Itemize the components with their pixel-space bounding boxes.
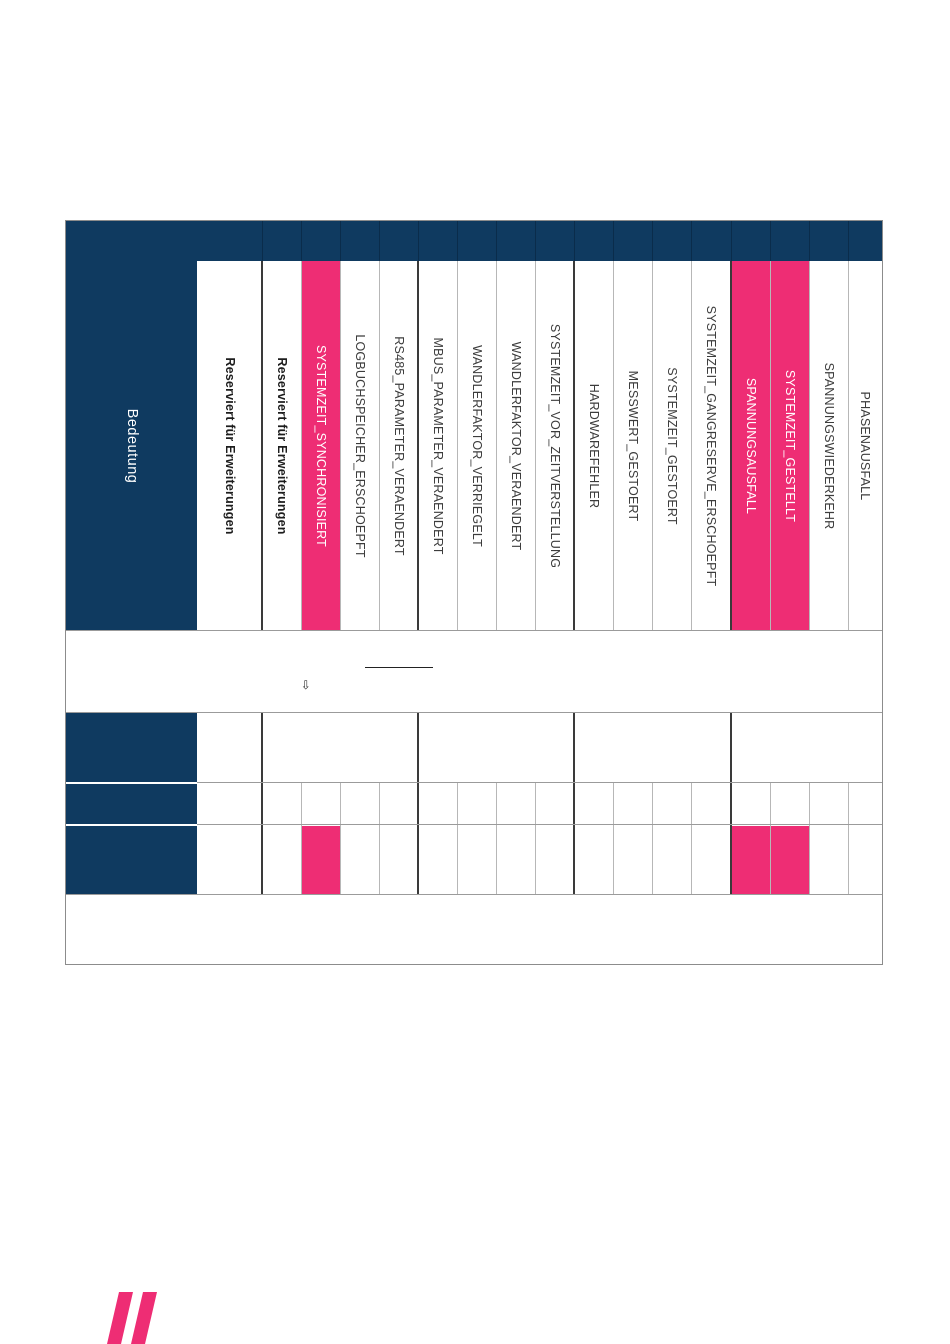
table-header-group-cell [66,713,197,782]
row-divider [66,630,882,631]
table-row-label-cell [848,261,882,630]
table-row-label-cell [262,261,301,630]
table-header-value-cell [66,826,197,894]
table-row-value-highlight [770,826,809,894]
header-divider [809,221,810,261]
column-divider [535,261,536,630]
column-divider [770,783,771,894]
column-divider [809,261,810,630]
header-divider [731,221,732,261]
header-divider [301,221,302,261]
column-divider [652,783,653,894]
table-row-label-cell [457,261,496,630]
table-row-label-cell [535,261,574,630]
table-row-value-highlight [301,826,340,894]
column-divider [496,783,497,894]
column-divider [340,261,341,630]
header-divider [652,221,653,261]
column-divider [496,261,497,630]
brand-logo-slashes [105,1292,163,1344]
table-row-label: MBUS_PARAMETER_VERAENDERT [430,336,445,555]
column-divider [261,783,263,894]
table-row-label: Reserviert für Erweiterungen [222,356,237,535]
table-row-label-cell [418,261,457,630]
header-divider [535,221,536,261]
column-divider [457,783,458,894]
table-row-label: SYSTEMZEIT_GESTOERT [664,366,679,525]
table-row-label-cell [809,261,848,630]
header-divider [770,221,771,261]
table-row-label-cell [770,261,809,630]
column-divider [417,713,419,783]
table-header-bedeutung [66,261,197,630]
header-divider [691,221,692,261]
header-divider [613,221,614,261]
table-row-label: HARDWAREFEHLER [586,383,601,508]
row-divider [197,824,882,825]
column-divider [848,783,849,894]
column-divider [340,783,341,894]
table-row-label: WANDLERFAKTOR_VERRIEGELT [469,344,484,547]
column-divider [261,261,263,630]
table-header-top-left [66,221,197,261]
table-row-label-cell [496,261,535,630]
table-row-label-cell [379,261,418,630]
table-row-label-cell [731,261,770,630]
column-divider [613,783,614,894]
table-top-bar [197,221,882,261]
row-divider [197,782,882,783]
column-divider [691,783,692,894]
header-divider [379,221,380,261]
column-divider [730,261,732,630]
table-row-label: SYSTEMZEIT_GESTELLT [782,369,797,522]
header-divider [340,221,341,261]
column-divider [261,713,263,783]
header-divider [262,221,263,261]
column-divider [457,261,458,630]
column-divider [848,261,849,630]
table-row-label: SYSTEMZEIT_GANGRESERVE_ERSCHOEPFT [704,305,718,586]
column-divider [301,783,302,894]
table-row-label: RS485_PARAMETER_VERAENDERT [391,335,406,556]
column-divider [573,713,575,783]
table-row-label: LOGBUCHSPEICHER_ERSCHOEPFT [352,333,367,558]
table-header-small-cell [66,784,197,824]
table-row-label-cell [574,261,613,630]
table-row-label: SYSTEMZEIT_SYNCHRONISIERT [313,344,328,547]
table-row-label: Reserviert für Erweiterungen [274,356,289,535]
underline-mark [365,667,433,668]
column-divider [379,783,380,894]
row-divider [66,894,882,895]
header-divider [418,221,419,261]
header-divider [496,221,497,261]
table-row-label-cell [301,261,340,630]
column-divider [301,261,302,630]
column-divider [379,261,380,630]
column-divider [573,783,575,894]
right-arrow-icon: ⇨ [299,679,314,691]
table-row-label: SPANNUNGSAUSFALL [743,377,758,514]
header-divider [457,221,458,261]
column-divider [730,783,732,894]
column-divider [613,261,614,630]
table-row-label: SYSTEMZEIT_VOR_ZEITVERSTELLUNG [547,323,562,568]
header-divider [574,221,575,261]
column-divider [573,261,575,630]
header-divider [848,221,849,261]
table-row-label-cell [652,261,691,630]
table-row-label-cell [691,261,731,630]
table-row-value-highlight [731,826,770,894]
column-divider [770,261,771,630]
column-divider [652,261,653,630]
header-bedeutung-label: Bedeutung [123,408,140,483]
table-row-label: MESSWERT_GESTOERT [625,370,640,521]
table-row-label: WANDLERFAKTOR_VERAENDERT [508,341,523,550]
column-divider [691,261,692,630]
table-row-label-cell [340,261,379,630]
table-row-label: PHASENAUSFALL [858,391,872,500]
column-divider [809,783,810,894]
table-row-label: SPANNUNGSWIEDERKEHR [821,362,836,529]
column-divider [417,261,419,630]
row-divider [66,712,882,713]
table-row-label-cell [197,261,262,630]
table-row-label-cell [613,261,652,630]
column-divider [730,713,732,783]
column-divider [535,783,536,894]
column-divider [417,783,419,894]
